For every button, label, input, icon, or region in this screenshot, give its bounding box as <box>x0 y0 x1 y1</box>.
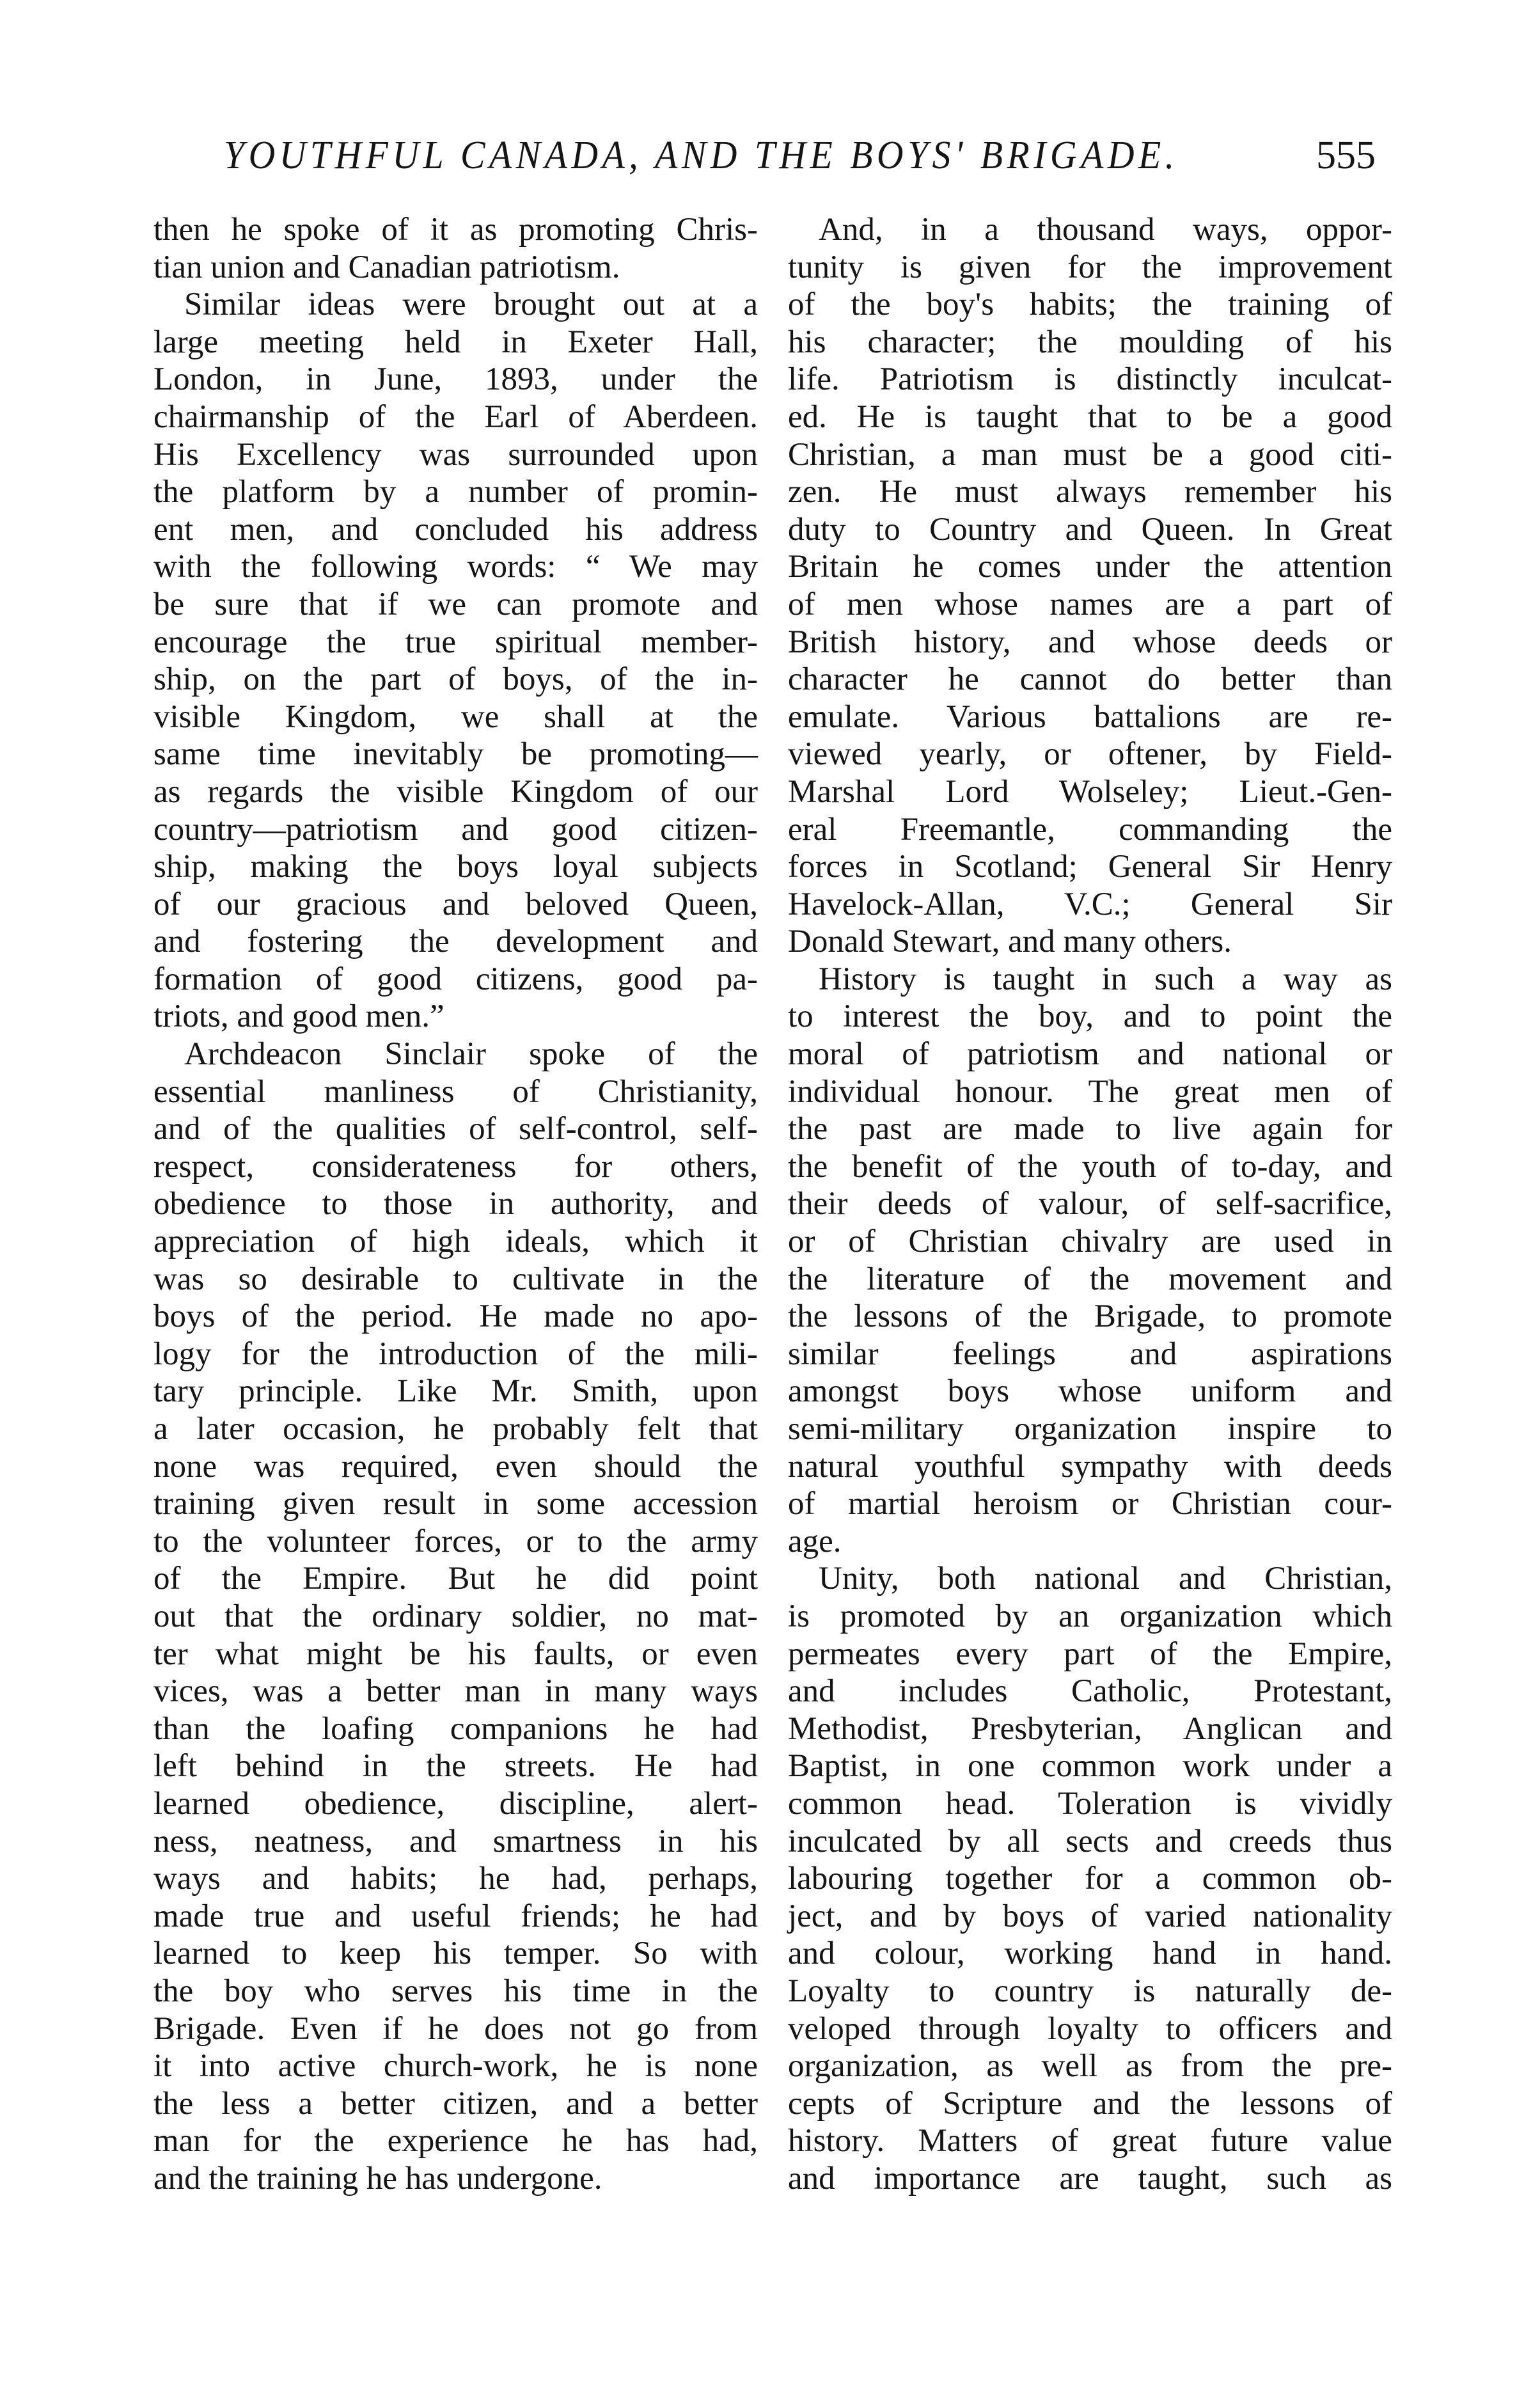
right-column <box>788 211 1392 2197</box>
text-line: age. <box>788 1523 842 1559</box>
text-line: eral Freemantle, commanding the <box>788 811 1392 848</box>
text-line: character he cannot do better than <box>788 661 1392 698</box>
text-line: appreciation of high ideals, which it <box>153 1224 758 1260</box>
text-line: respect, considerateness for others, <box>153 1148 758 1185</box>
text-line: as regards the visible Kingdom of our <box>153 773 758 810</box>
text-line: their deeds of valour, of self-sacrifice, <box>788 1186 1392 1222</box>
text-line: obedience to those in authority, and <box>153 1186 758 1222</box>
text-line: amongst boys whose uniform and <box>788 1373 1392 1410</box>
text-line: made true and useful friends; he had <box>153 1898 758 1934</box>
text-line: and includes Catholic, Protestant, <box>788 1673 1392 1710</box>
text-line: common head. Toleration is vividly <box>788 1785 1392 1822</box>
text-line: learned to keep his temper. So with <box>153 1936 758 1972</box>
text-line: tunity is given for the improvement <box>788 249 1392 285</box>
text-line: of the Empire. But he did point <box>153 1561 758 1597</box>
text-line: And, in a thousand ways, oppor- <box>819 212 1392 248</box>
text-line: essential manliness of Christianity, <box>153 1073 758 1110</box>
text-line: semi-military organization inspire to <box>788 1411 1392 1447</box>
text-line: man for the experience he has had, <box>153 2123 758 2159</box>
text-line: emulate. Various battalions are re- <box>788 698 1392 735</box>
text-line: than the loafing companions he had <box>153 1710 758 1747</box>
text-line: country—patriotism and good citizen- <box>153 811 758 848</box>
text-line: individual honour. The great men of <box>788 1073 1392 1110</box>
text-line: be sure that if we can promote and <box>153 586 758 622</box>
text-line: the lessons of the Brigade, to promote <box>788 1298 1392 1335</box>
text-line: encourage the true spiritual member- <box>153 624 758 660</box>
text-line: the benefit of the youth of to-day, and <box>788 1148 1392 1185</box>
text-line: left behind in the streets. He had <box>153 1748 758 1785</box>
text-line: ject, and by boys of varied nationality <box>788 1898 1392 1934</box>
text-line: natural youthful sympathy with deeds <box>788 1448 1392 1485</box>
text-line: ed. He is taught that to be a good <box>788 398 1392 435</box>
text-line: his character; the moulding of his <box>788 324 1392 360</box>
text-line: and the training he has undergone. <box>153 2160 602 2196</box>
paragraph <box>153 1036 758 2197</box>
paragraph <box>153 286 758 1036</box>
text-line: His Excellency was surrounded upon <box>153 436 758 473</box>
text-line: with the following words: “ We may <box>153 549 758 585</box>
page-number: 555 <box>1316 134 1376 177</box>
text-line: and fostering the development and <box>153 924 758 960</box>
text-line: and colour, working hand in hand. <box>788 1936 1392 1972</box>
text-line: and of the qualities of self-control, self- <box>153 1111 758 1147</box>
text-line: History is taught in such a way as <box>819 961 1392 997</box>
paragraph <box>153 211 758 286</box>
text-line: Britain he comes under the attention <box>788 549 1392 585</box>
text-line: large meeting held in Exeter Hall, <box>153 324 758 360</box>
text-line: out that the ordinary soldier, no mat- <box>153 1598 758 1634</box>
text-line: formation of good citizens, good pa- <box>153 961 758 997</box>
text-line: similar feelings and aspirations <box>788 1336 1392 1372</box>
text-line: Baptist, in one common work under a <box>788 1748 1392 1785</box>
text-line: ship, making the boys loyal subjects <box>153 849 758 885</box>
text-line: ways and habits; he had, perhaps, <box>153 1861 758 1897</box>
text-line: Loyalty to country is naturally de- <box>788 1973 1392 2009</box>
text-line: Archdeacon Sinclair spoke of the <box>184 1036 758 1073</box>
text-line: permeates every part of the Empire, <box>788 1636 1392 1672</box>
text-line: ent men, and concluded his address <box>153 511 758 548</box>
text-line: ter what might be his faults, or even <box>153 1636 758 1672</box>
text-line: forces in Scotland; General Sir Henry <box>788 849 1392 885</box>
text-line: veloped through loyalty to officers and <box>788 2010 1392 2047</box>
text-line: British history, and whose deeds or <box>788 624 1392 660</box>
text-line: of our gracious and beloved Queen, <box>153 886 758 922</box>
text-line: of the boy's habits; the training of <box>788 287 1392 323</box>
text-line: Brigade. Even if he does not go from <box>153 2010 758 2047</box>
text-line: history. Matters of great future value <box>788 2123 1392 2159</box>
text-line: Similar ideas were brought out at a <box>184 287 758 323</box>
text-line: triots, and good men.” <box>153 998 444 1035</box>
text-line: Unity, both national and Christian, <box>819 1561 1392 1597</box>
paragraph <box>788 1560 1392 2197</box>
running-title: YOUTHFUL CANADA, AND THE BOYS' BRIGADE. <box>224 134 1179 177</box>
left-column <box>153 211 758 2197</box>
text-line: Methodist, Presbyterian, Anglican and <box>788 1710 1392 1747</box>
text-line: logy for the introduction of the mili- <box>153 1336 758 1372</box>
text-line: vices, was a better man in many ways <box>153 1673 758 1710</box>
text-line: Marshal Lord Wolseley; Lieut.-Gen- <box>788 773 1392 810</box>
text-line: London, in June, 1893, under the <box>153 361 758 398</box>
text-line: Havelock-Allan, V.C.; General Sir <box>788 886 1392 922</box>
text-line: then he spoke of it as promoting Chris- <box>153 212 758 248</box>
text-line: visible Kingdom, we shall at the <box>153 698 758 735</box>
text-line: or of Christian chivalry are used in <box>788 1224 1392 1260</box>
text-line: is promoted by an organization which <box>788 1598 1392 1634</box>
paragraph <box>788 961 1392 1561</box>
text-line: the literature of the movement and <box>788 1261 1392 1297</box>
text-line: and importance are taught, such as <box>788 2160 1392 2196</box>
text-line: life. Patriotism is distinctly inculcat- <box>788 361 1392 398</box>
text-line: to interest the boy, and to point the <box>788 998 1392 1035</box>
text-line: inculcated by all sects and creeds thus <box>788 1823 1392 1859</box>
text-line: tary principle. Like Mr. Smith, upon <box>153 1373 758 1410</box>
text-line: the less a better citizen, and a better <box>153 2085 758 2122</box>
text-line: cepts of Scripture and the lessons of <box>788 2085 1392 2122</box>
text-line: boys of the period. He made no apo- <box>153 1298 758 1335</box>
text-line: the boy who serves his time in the <box>153 1973 758 2009</box>
text-line: learned obedience, discipline, alert- <box>153 1785 758 1822</box>
text-line: to the volunteer forces, or to the army <box>153 1523 758 1559</box>
text-line: of martial heroism or Christian cour- <box>788 1486 1392 1522</box>
paragraph <box>788 211 1392 961</box>
text-line: Donald Stewart, and many others. <box>788 924 1232 960</box>
text-line: Christian, a man must be a good citi- <box>788 436 1392 473</box>
text-line: the platform by a number of promin- <box>153 474 758 510</box>
text-line: tian union and Canadian patriotism. <box>153 249 620 285</box>
text-line: moral of patriotism and national or <box>788 1036 1392 1073</box>
text-line: organization, as well as from the pre- <box>788 2048 1392 2085</box>
text-line: a later occasion, he probably felt that <box>153 1411 758 1447</box>
text-line: chairmanship of the Earl of Aberdeen. <box>153 398 758 435</box>
text-line: viewed yearly, or oftener, by Field- <box>788 736 1392 773</box>
text-line: zen. He must always remember his <box>788 474 1392 510</box>
text-line: duty to Country and Queen. In Great <box>788 511 1392 548</box>
text-line: it into active church-work, he is none <box>153 2048 758 2085</box>
text-line: ness, neatness, and smartness in his <box>153 1823 758 1859</box>
text-line: the past are made to live again for <box>788 1111 1392 1147</box>
text-line: training given result in some accession <box>153 1486 758 1522</box>
text-line: labouring together for a common ob- <box>788 1861 1392 1897</box>
text-line: same time inevitably be promoting— <box>153 736 758 773</box>
text-line: of men whose names are a part of <box>788 586 1392 622</box>
text-line: was so desirable to cultivate in the <box>153 1261 758 1297</box>
text-line: ship, on the part of boys, of the in- <box>153 661 758 698</box>
text-line: none was required, even should the <box>153 1448 758 1485</box>
